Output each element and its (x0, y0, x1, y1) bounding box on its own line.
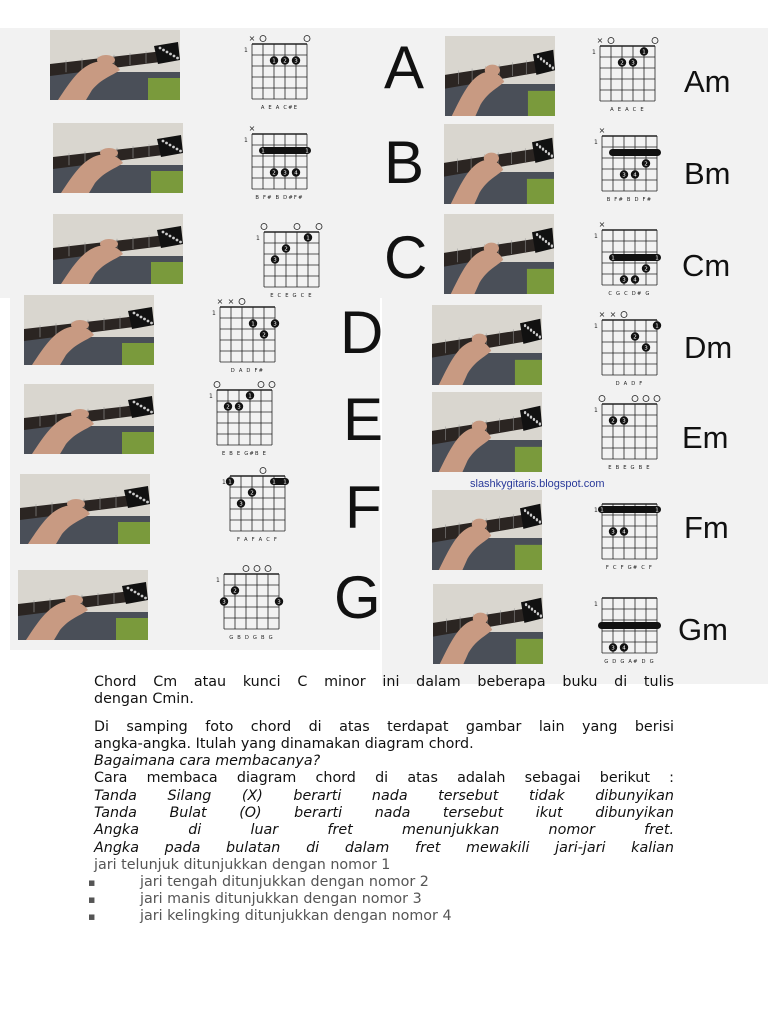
fretboard-grid (252, 44, 307, 99)
open-string-icon (316, 224, 322, 230)
guitar-photo-illustration (24, 384, 154, 454)
fret-number-label: 1 (256, 235, 260, 242)
barre-bar (609, 254, 661, 261)
finger-number: 2 (283, 58, 287, 65)
watermark-text: slashkygitaris.blogspot.com (470, 478, 605, 490)
fret-number-label: 1 (244, 137, 248, 144)
guitar-photo-illustration (20, 474, 150, 544)
chord-letter: E (343, 386, 384, 453)
open-string-icon (643, 396, 649, 402)
muted-string-icon: × (598, 220, 606, 229)
chord-letter: C (384, 224, 428, 291)
muted-string-icon: × (609, 310, 617, 319)
finger-number: 3 (273, 321, 277, 328)
finger-number: 4 (294, 170, 298, 177)
fretboard-grid (217, 390, 272, 445)
finger-number: 2 (262, 332, 266, 339)
paragraph-line: Angka di luar fret menunjukkan nomor fret. (94, 822, 674, 839)
chord-diagram (203, 376, 297, 456)
finger-number: 2 (644, 161, 648, 168)
guitar-photo-illustration (24, 295, 154, 365)
chord-diagram (238, 120, 332, 200)
chord-letter: Fm (684, 510, 729, 545)
chord-photo (433, 584, 543, 664)
paragraph-line: Angka pada bulatan di dalam fret mewakili jari-jari kalian (94, 839, 674, 856)
finger-number: 2 (233, 588, 237, 595)
guitar-photo-illustration (432, 392, 542, 472)
finger-number: 2 (284, 246, 288, 253)
fret-number-label: 1 (216, 577, 220, 584)
muted-string-icon: × (216, 297, 224, 306)
barre-finger-number: 1 (655, 255, 659, 262)
finger-number: 1 (272, 58, 276, 65)
paragraph-line: Tanda Silang (X) berarti nada tersebut tidak dibunyikan (94, 787, 674, 804)
finger-number: 4 (622, 645, 626, 652)
fret-number-label: 1 (594, 323, 598, 330)
barre-finger-number: 1 (283, 479, 287, 486)
guitar-photo-illustration (53, 123, 183, 193)
subheading: Bagaimana cara membacanya? (94, 753, 321, 770)
open-string-icon (621, 312, 627, 318)
paragraph-line: dengan Cmin. (94, 691, 194, 708)
chord-photo (444, 124, 554, 204)
barre-finger-number: 1 (655, 507, 659, 514)
guitar-photo-illustration (18, 570, 148, 640)
fret-number-label: 1 (594, 139, 598, 146)
open-string-icon (632, 396, 638, 402)
paragraph-line: Di samping foto chord di atas terdapat gambar lain yang berisi (94, 718, 674, 735)
fret-number-label: 1 (592, 49, 596, 56)
chord-note-names: G B D G B G (229, 635, 274, 640)
chord-diagram (588, 584, 682, 664)
finger-number: 2 (633, 334, 637, 341)
open-string-icon (654, 396, 660, 402)
fret-number-label: 1 (212, 310, 216, 317)
paragraph-line: Chord Cm atau kunci C minor ini dalam beberapa buku di tulis (94, 674, 674, 690)
open-string-icon (260, 468, 266, 474)
chord-diagram (588, 490, 682, 570)
chord-photo (53, 123, 183, 193)
chord-photo (444, 214, 554, 294)
fretboard-grid (602, 404, 657, 459)
paragraph-line: Cara membaca diagram chord di atas adalah sebagai berikut : (94, 770, 674, 787)
barre-finger-number: 1 (600, 507, 604, 514)
guitar-photo-illustration (432, 305, 542, 385)
chord-diagram (206, 293, 300, 373)
finger-number: 1 (248, 393, 252, 400)
chord-letter: Am (684, 64, 731, 99)
finger-number: 2 (611, 418, 615, 425)
chord-note-names: B F# B D F# (606, 197, 653, 202)
guitar-photo-illustration (53, 214, 183, 284)
bullet-text: jari manis ditunjukkan dengan nomor 3 (140, 891, 422, 908)
open-string-icon (608, 38, 614, 44)
fret-number-label: 1 (209, 393, 213, 400)
finger-number: 2 (644, 266, 648, 273)
muted-string-icon: × (596, 36, 604, 45)
bullet-text: jari tengah ditunjukkan dengan nomor 2 (140, 874, 429, 891)
chord-note-names: E B E G B E (608, 465, 651, 470)
guitar-photo-illustration (433, 584, 543, 664)
guitar-photo-illustration (444, 124, 554, 204)
chord-letter: Gm (678, 612, 728, 647)
fret-number-label: 1 (594, 233, 598, 240)
open-string-icon (239, 299, 245, 305)
finger-number: 3 (239, 501, 243, 508)
chord-diagram (588, 216, 682, 296)
chord-photo (432, 305, 542, 385)
finger-number: 4 (633, 277, 637, 284)
guitar-photo-illustration (445, 36, 555, 116)
chord-note-names: E C E G C E (270, 293, 313, 298)
chord-diagram (588, 306, 682, 386)
open-string-icon (294, 224, 300, 230)
open-string-icon (214, 382, 220, 388)
finger-number: 2 (250, 490, 254, 497)
finger-number: 3 (277, 599, 281, 606)
chord-diagram (588, 390, 682, 470)
muted-string-icon: × (248, 124, 256, 133)
chord-note-names: F A F A C F (236, 537, 279, 542)
fretboard-grid (224, 574, 279, 629)
chord-letter: Dm (684, 330, 733, 365)
chord-letter: A (384, 34, 425, 101)
chord-photo (18, 570, 148, 640)
muted-string-icon: × (227, 297, 235, 306)
chord-diagram (586, 32, 680, 112)
bullet-icon: ▪ (88, 910, 96, 924)
open-string-icon (599, 396, 605, 402)
chord-photo (24, 295, 154, 365)
chord-photo (20, 474, 150, 544)
finger-number: 3 (631, 60, 635, 67)
chord-letter: D (340, 299, 384, 366)
bullet-text: jari kelingking ditunjukkan dengan nomor 4 (140, 908, 452, 925)
chord-note-names: F C F G# C F (605, 565, 654, 570)
fret-number-label: 1 (222, 479, 226, 486)
open-string-icon (269, 382, 275, 388)
chord-letter: G (334, 564, 381, 631)
bullet-item (88, 891, 674, 908)
finger-number: 2 (226, 404, 230, 411)
chord-letter: F (345, 474, 382, 541)
article-text (88, 674, 674, 925)
finger-number: 3 (644, 345, 648, 352)
finger-number: 1 (228, 479, 232, 486)
chord-note-names: G D G A# D G (604, 659, 655, 664)
bullet-item (88, 908, 674, 925)
open-string-icon (258, 382, 264, 388)
finger-number: 3 (237, 404, 241, 411)
fret-number-label: 1 (594, 507, 598, 514)
chord-diagram (216, 462, 310, 542)
open-string-icon (652, 38, 658, 44)
barre-bar (609, 149, 661, 156)
chord-note-names: B F# B D#F# (255, 195, 304, 200)
finger-number: 3 (622, 418, 626, 425)
finger-number: 2 (620, 60, 624, 67)
finger-number: 4 (622, 529, 626, 536)
bullet-item (88, 874, 674, 891)
paragraph-line: angka-angka. Itulah yang dinamakan diagram chord. (94, 735, 474, 752)
chord-diagram (238, 30, 332, 110)
finger-number: 2 (272, 170, 276, 177)
finger-number: 3 (622, 277, 626, 284)
chord-note-names: A E A C#E (260, 105, 299, 110)
chord-letter: Cm (682, 248, 731, 283)
finger-number: 1 (251, 321, 255, 328)
chord-letter: Bm (684, 156, 731, 191)
finger-number: 3 (611, 645, 615, 652)
chord-photo (53, 214, 183, 284)
guitar-photo-illustration (444, 214, 554, 294)
barre-bar (598, 622, 661, 629)
open-string-icon (304, 36, 310, 42)
finger-number: 3 (622, 172, 626, 179)
open-string-icon (260, 36, 266, 42)
barre-finger-number: 1 (305, 148, 309, 155)
open-string-icon (261, 224, 267, 230)
chord-note-names: D A D F (615, 381, 644, 386)
chord-diagram (210, 560, 304, 640)
finger-number: 1 (655, 323, 659, 330)
fret-number-label: 1 (594, 407, 598, 414)
chord-note-names: E B E G#B E (221, 451, 268, 456)
chord-photo (50, 30, 180, 100)
bullet-icon: ▪ (88, 876, 96, 890)
muted-string-icon: × (598, 310, 606, 319)
open-string-icon (254, 566, 260, 572)
finger-number: 3 (273, 257, 277, 264)
chord-diagram (588, 122, 682, 202)
chord-photo (432, 490, 542, 570)
barre-bar (259, 147, 311, 154)
guitar-photo-illustration (50, 30, 180, 100)
chord-note-names: C G C D# G (608, 291, 651, 296)
muted-string-icon: × (248, 34, 256, 43)
paragraph-line: Tanda Bulat (O) berarti nada tersebut ikut dibunyikan (94, 805, 674, 822)
open-string-icon (243, 566, 249, 572)
paragraph-line: jari telunjuk ditunjukkan dengan nomor 1 (94, 856, 391, 873)
chord-photo (24, 384, 154, 454)
fret-number-label: 1 (594, 601, 598, 608)
fretboard-grid (252, 134, 307, 189)
chord-note-names: D A D F# (230, 368, 265, 373)
finger-number: 1 (642, 49, 646, 56)
finger-number: 3 (294, 58, 298, 65)
chord-note-names: A E A C E (610, 107, 645, 112)
bullet-icon: ▪ (88, 893, 96, 907)
chord-diagram (250, 218, 344, 298)
chord-photo (445, 36, 555, 116)
finger-number: 1 (306, 235, 310, 242)
chord-letter: Em (682, 420, 729, 455)
finger-number: 4 (633, 172, 637, 179)
muted-string-icon: × (598, 126, 606, 135)
finger-number: 3 (611, 529, 615, 536)
finger-number: 3 (283, 170, 287, 177)
barre-finger-number: 1 (261, 148, 265, 155)
chord-letter: B (384, 129, 425, 196)
open-string-icon (265, 566, 271, 572)
finger-number: 3 (222, 599, 226, 606)
guitar-photo-illustration (432, 490, 542, 570)
fret-number-label: 1 (244, 47, 248, 54)
chord-photo (432, 392, 542, 472)
barre-bar (598, 506, 661, 513)
barre-finger-number: 1 (272, 479, 276, 486)
barre-finger-number: 1 (611, 255, 615, 262)
